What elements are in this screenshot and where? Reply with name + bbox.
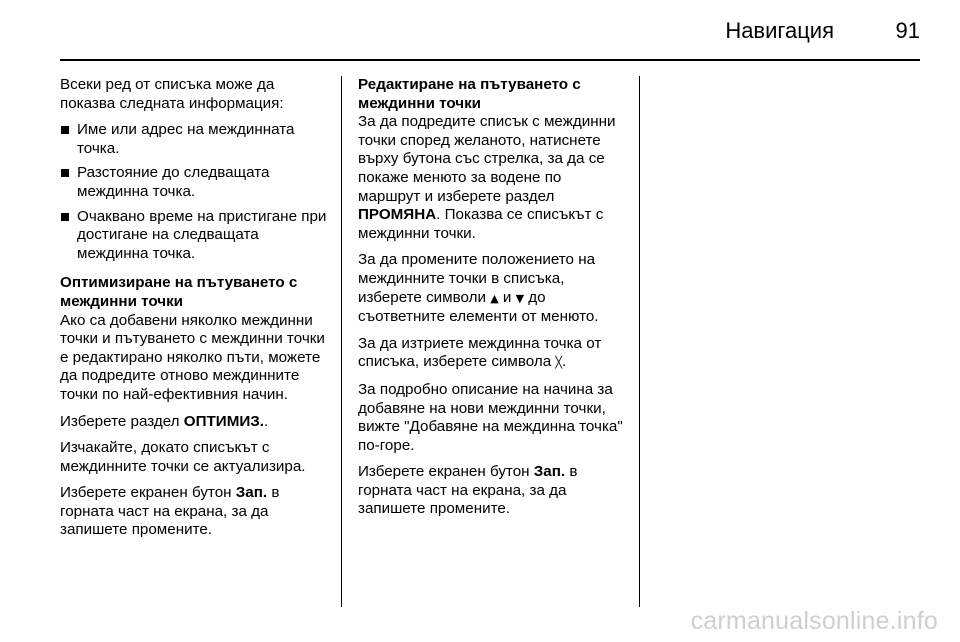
text: в горната част на екрана, за да запишете промените. <box>358 463 578 518</box>
text: За да промените положението на междинните точки в списъка, изберете символи <box>358 251 596 306</box>
text: в горната част на екрана, за да запишете промените. <box>60 484 280 539</box>
paragraph: Изчакайте, докато списъкът с междинните точки се актуализира. <box>60 439 306 475</box>
info-bullet-list <box>60 121 328 263</box>
menu-tab-name: ПРОМЯНА <box>358 206 437 224</box>
arrow-down-icon: ▼ <box>515 291 525 305</box>
text: . <box>264 412 269 430</box>
column-divider-right <box>639 76 640 607</box>
watermark: carmanualsonline.info <box>690 607 938 635</box>
column-left <box>60 76 328 548</box>
text: Изберете раздел <box>60 412 184 430</box>
column-divider-left <box>341 76 342 607</box>
text: и <box>498 288 516 306</box>
page-title: Навигация <box>725 18 834 43</box>
section-heading-edit: Редактиране на пътуването с междинни точки <box>358 76 581 112</box>
text: до съответните елементи от менюто. <box>358 288 599 326</box>
paragraph: За подробно описание на начина за добавяне на нови междинни точки, вижте "Добавяне на междинна точка" по-горе. <box>358 380 623 454</box>
list-item <box>60 121 328 158</box>
text: . Показва се списъкът с междинни точки. <box>358 206 604 242</box>
paragraph: Ако са добавени няколко междинни точки и пътуването с междинни точки е редактирано няколко пъти, можете да подредите отново междинните точки по най-ефективния начин. <box>60 311 325 403</box>
list-item <box>60 208 328 264</box>
button-name: Зап. <box>235 484 268 502</box>
list-item-text: Разстояние до следващата междинна точка. <box>77 164 270 200</box>
column-middle <box>358 76 626 527</box>
delete-x-icon: ╳ <box>555 356 563 370</box>
text: За да подредите списък с междинни точки според желаното, натиснете върху бутона със стрелка, за да се покаже менюто за водене по маршрут и изберете раздел <box>358 113 616 205</box>
paragraph <box>60 413 328 432</box>
page-number: 91 <box>895 18 920 43</box>
paragraph <box>60 484 328 540</box>
paragraph <box>358 463 626 519</box>
intro-paragraph: Всеки ред от списъка може да показва следната информация: <box>60 76 284 112</box>
header-divider <box>60 59 920 61</box>
bullet-square-icon <box>61 126 69 134</box>
page-header <box>60 14 920 48</box>
button-name: Зап. <box>533 463 566 481</box>
list-item-text: Очаквано време на пристигане при достигане на следващата междинна точка. <box>77 207 327 262</box>
text: Изберете екранен бутон <box>60 484 236 502</box>
text: . <box>562 353 567 371</box>
paragraph <box>358 335 626 373</box>
menu-tab-name: ОПТИМИЗ. <box>183 412 264 430</box>
list-item-text: Име или адрес на междинната точка. <box>77 121 295 157</box>
bullet-square-icon <box>61 213 69 221</box>
paragraph <box>358 251 626 326</box>
arrow-up-icon: ▲ <box>490 291 499 305</box>
section-heading-optimize: Оптимизиране на пътуването с междинни точки <box>60 274 298 310</box>
bullet-square-icon <box>61 169 69 177</box>
text: Изберете екранен бутон <box>358 463 534 481</box>
paragraph <box>358 113 626 243</box>
list-item <box>60 164 328 201</box>
text: За да изтриете междинна точка от списъка, изберете символа <box>358 334 602 371</box>
